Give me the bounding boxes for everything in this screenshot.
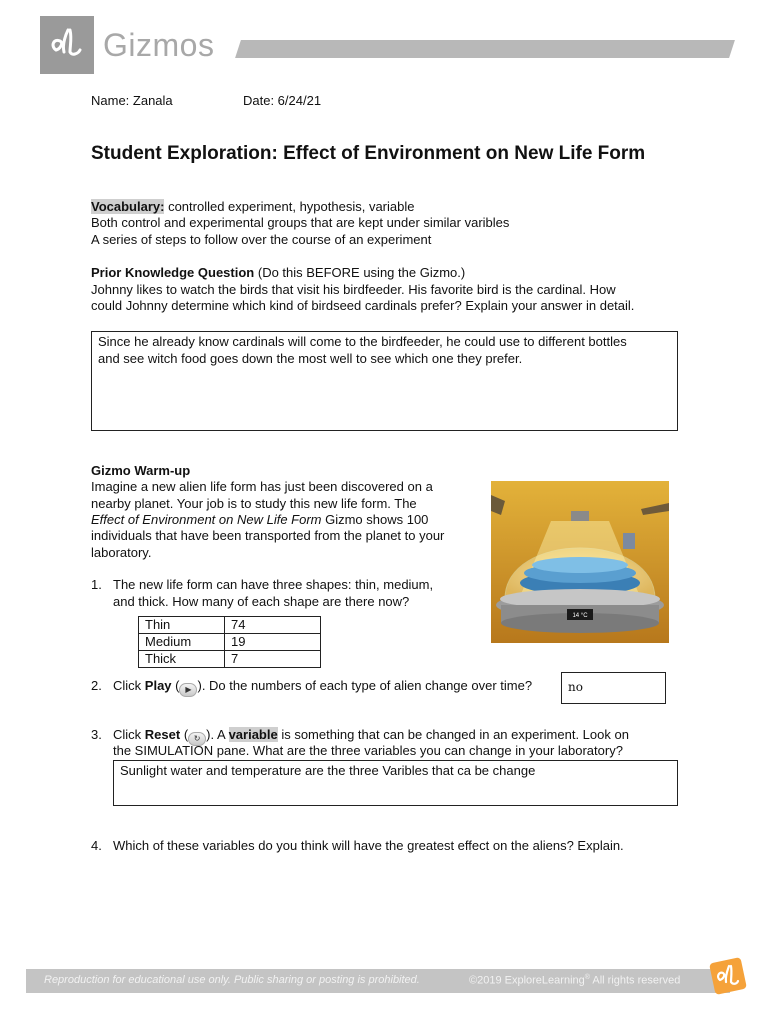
prior-question-line-2: could Johnny determine which kind of birdseed cardinals prefer? Explain your answer in detail. <box>91 298 635 313</box>
play-label: Play <box>144 678 172 693</box>
count-cell[interactable]: 74 <box>225 617 321 634</box>
prior-answer-line-1: Since he already know cardinals will come to the birdfeeder, he could use to different bottles <box>98 334 627 349</box>
shape-cell: Thick <box>139 651 225 668</box>
temperature-readout: 14 °C <box>572 613 588 619</box>
worksheet-date: Date: 6/24/21 <box>243 93 322 108</box>
footer-copyright <box>469 974 680 987</box>
variable-term: variable <box>228 727 278 742</box>
reset-label: Reset <box>144 727 181 742</box>
warmup-line-4: individuals that have been transported from the planet to your <box>91 528 445 543</box>
q1-number: 1. <box>91 577 102 592</box>
q2-text-rest: ). Do the numbers of each type of alien change over time? <box>197 678 533 693</box>
play-icon: ▶ <box>179 683 197 697</box>
q3-click-text: Click <box>113 727 145 742</box>
vocabulary-definition-1: Both control and experimental groups that are kept under similar varibles <box>91 215 510 230</box>
shape-cell: Medium <box>139 634 225 651</box>
q3-text-line-2: the SIMULATION pane. What are the three variables you can change in your laboratory? <box>113 743 623 758</box>
count-cell[interactable]: 7 <box>225 651 321 668</box>
warmup-line-5: laboratory. <box>91 545 152 560</box>
gizmo-title-italic: Effect of Environment on New Life Form <box>91 512 322 527</box>
footer-disclaimer: Reproduction for educational use only. Public sharing or posting is prohibited. <box>44 974 420 986</box>
q3-text-rest: is something that can be changed in an experiment. Look on <box>277 727 629 742</box>
explorelearning-logo <box>40 16 94 74</box>
warmup-line-3-rest: Gizmo shows 100 <box>321 512 429 527</box>
count-cell[interactable]: 19 <box>225 634 321 651</box>
warmup-line-1: Imagine a new alien life form has just been discovered on a <box>91 479 433 494</box>
q4-text: Which of these variables do you think will have the greatest effect on the aliens? Explain. <box>113 838 624 853</box>
q2-number: 2. <box>91 678 102 693</box>
prior-knowledge-note: (Do this BEFORE using the Gizmo.) <box>254 265 466 280</box>
reset-icon: ↻ <box>188 732 206 746</box>
prior-knowledge-heading <box>91 265 465 282</box>
q1-text-line-1: The new life form can have three shapes: thin, medium, <box>113 577 434 592</box>
prior-answer-line-2: and see witch food goes down the most well to see which one they prefer. <box>98 351 523 366</box>
q3-mid-text: ). A <box>206 727 229 742</box>
q3-number: 3. <box>91 727 102 742</box>
gizmos-brand: Gizmos <box>103 27 215 63</box>
table-row <box>139 617 321 634</box>
vocabulary-definition-2: A series of steps to follow over the course of an experiment <box>91 232 432 247</box>
vocabulary-label: Vocabulary: <box>91 199 165 214</box>
copyright-text: ©2019 ExploreLearning <box>469 974 585 987</box>
table-row <box>139 634 321 651</box>
q2-paren-open: ( <box>171 678 180 693</box>
prior-knowledge-label: Prior Knowledge Question <box>91 265 255 280</box>
prior-question-line-1: Johnny likes to watch the birds that visit his birdfeeder. His favorite bird is the cardinal. How <box>91 282 616 297</box>
prior-answer-box[interactable] <box>91 331 678 431</box>
student-name: Name: Zanala <box>91 93 173 108</box>
q2-click-text: Click <box>113 678 145 693</box>
q2-text <box>113 678 532 697</box>
q3-answer-box[interactable]: Sunlight water and temperature are the three Varibles that ca be change <box>113 760 678 806</box>
page-title: Student Exploration: Effect of Environment on New Life Form <box>91 143 646 164</box>
q3-paren-open: ( <box>180 727 189 742</box>
q2-answer-box[interactable]: no <box>561 672 666 704</box>
header-banner-bar <box>235 40 735 58</box>
vocabulary-line <box>91 199 414 216</box>
q4-number: 4. <box>91 838 102 853</box>
warmup-line-2: nearby planet. Your job is to study this new life form. The <box>91 496 417 511</box>
gizmo-lab-image <box>491 481 669 643</box>
explorelearning-corner-logo <box>706 954 750 998</box>
table-row <box>139 651 321 668</box>
shape-cell: Thin <box>139 617 225 634</box>
q1-text-line-2: and thick. How many of each shape are there now? <box>113 594 410 609</box>
vocabulary-terms: controlled experiment, hypothesis, variable <box>164 199 415 214</box>
rights-text: All rights reserved <box>589 974 681 987</box>
shape-count-table <box>138 616 321 668</box>
registered-mark: ® <box>584 974 590 981</box>
warmup-line-3 <box>91 512 428 529</box>
warmup-heading: Gizmo Warm-up <box>91 463 191 478</box>
